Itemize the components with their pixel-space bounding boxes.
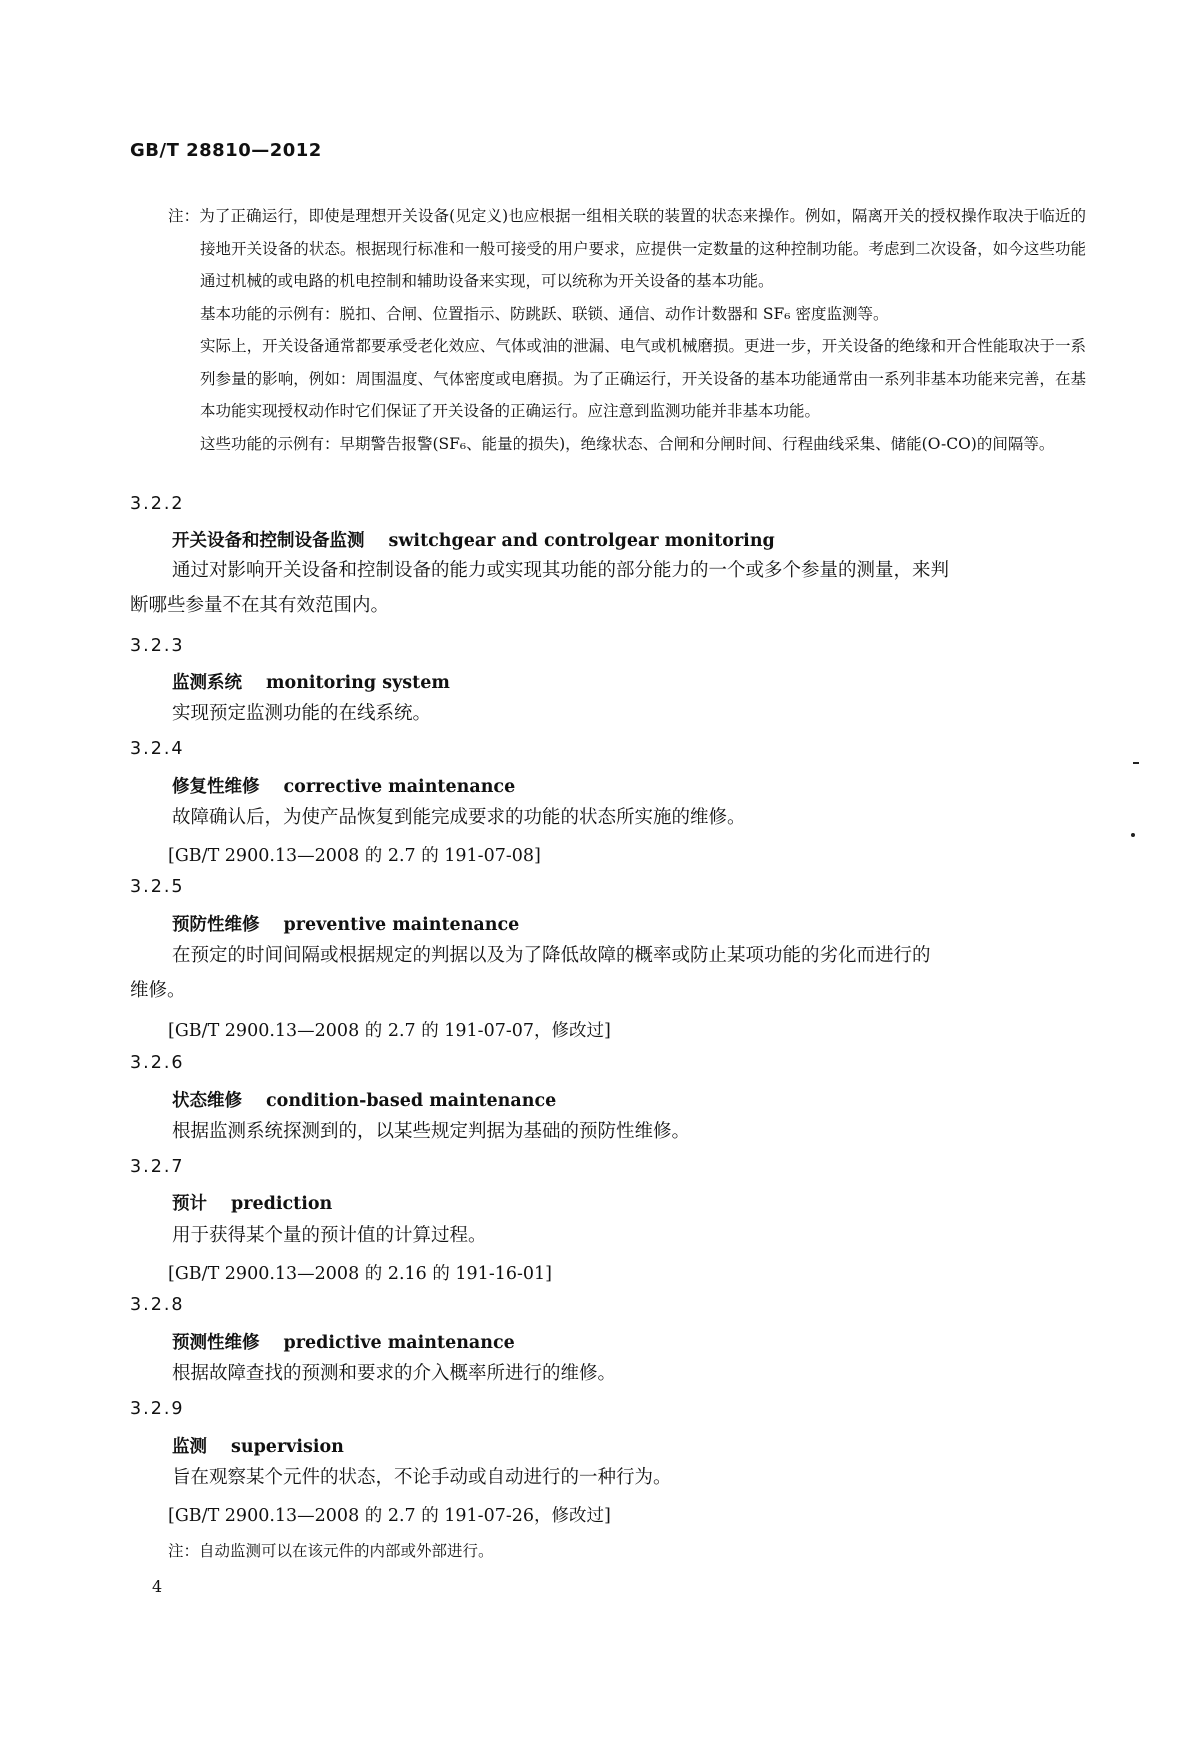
definition [130,938,1086,1008]
term-en: monitoring system [266,673,450,693]
term-cn: 预计 [172,1194,207,1214]
definition [130,553,1086,623]
term-en: predictive maintenance [283,1333,515,1353]
page-number: 4 [152,1577,163,1596]
note-paragraph-1: 注：为了正确运行，即使是理想开关设备(见定义)也应根据一组相关联的装置的状态来操作。例如，隔离开关的授权操作取决于临近的接地开关设备的状态。根据现行标准和一般可接受的用户要求，应提供一定数量的这种控制功能。考虑到二次设备，如今这些功能通过机械的或电路的机电控制和辅助设备来实现，可以统称为开关设备的基本功能。 [168,207,1086,290]
definition: 根据故障查找的预测和要求的介入概率所进行的维修。 [172,1363,617,1384]
term-en: supervision [231,1437,344,1457]
definition-line-1: 通过对影响开关设备和控制设备的能力或实现其功能的部分能力的一个或多个参量的测量，来判 [172,560,950,581]
definition-line-1: 在预定的时间间隔或根据规定的判据以及为了降低故障的概率或防止某项功能的劣化而进行的 [172,945,931,966]
clause-number: 3.2.2 [130,494,185,514]
clause-number: 3.2.8 [130,1295,185,1315]
source-reference: [GB/T 2900.13—2008 的 2.16 的 191-16-01] [168,1264,553,1284]
term-cn: 状态维修 [172,1091,242,1111]
clause-number: 3.2.6 [130,1053,185,1073]
term-cn: 开关设备和控制设备监测 [172,531,365,551]
term-heading [172,669,450,694]
term-en: corrective maintenance [283,777,516,797]
definition: 实现预定监测功能的在线系统。 [172,703,432,724]
term-en: prediction [231,1194,333,1214]
clause-number: 3.2.5 [130,877,185,897]
scan-speck [1133,762,1139,764]
term-heading [172,773,515,798]
clause-number: 3.2.9 [130,1399,185,1419]
footnote: 注：自动监测可以在该元件的内部或外部进行。 [168,1542,494,1560]
term-heading [172,911,519,936]
term-en: preventive maintenance [283,915,520,935]
term-cn: 修复性维修 [172,777,260,797]
definition-line-2: 断哪些参量不在其有效范围内。 [130,595,390,616]
term-cn: 预防性维修 [172,915,260,935]
standard-header: GB/T 28810—2012 [130,140,322,161]
term-cn: 监测 [172,1437,207,1457]
definition: 根据监测系统探测到的，以某些规定判据为基础的预防性维修。 [172,1121,691,1142]
term-en: switchgear and controlgear monitoring [388,531,775,551]
definition-line-2: 维修。 [130,980,186,1001]
scan-speck [1131,833,1135,837]
term-heading [172,1329,515,1354]
definition: 旨在观察某个元件的状态，不论手动或自动进行的一种行为。 [172,1467,672,1488]
definition: 故障确认后，为使产品恢复到能完成要求的功能的状态所实施的维修。 [172,807,746,828]
source-reference: [GB/T 2900.13—2008 的 2.7 的 191-07-07，修改过] [168,1021,611,1041]
term-cn: 预测性维修 [172,1333,260,1353]
term-heading [172,1087,556,1112]
term-heading [172,1433,344,1458]
term-en: condition-based maintenance [266,1091,557,1111]
term-heading [172,1190,332,1215]
term-heading [172,527,775,552]
clause-number: 3.2.4 [130,739,185,759]
note-block [168,200,1086,460]
note-paragraph-3: 实际上，开关设备通常都要承受老化效应、气体或油的泄漏、电气或机械磨损。更进一步，开关设备的绝缘和开合性能取决于一系列参量的影响，例如：周围温度、气体密度或电磨损。为了正确运行，开关设备的基本功能通常由一系列非基本功能来完善，在基本功能实现授权动作时它们保证了开关设备的正确运行。应注意到监测功能并非基本功能。 [200,337,1086,420]
source-reference: [GB/T 2900.13—2008 的 2.7 的 191-07-08] [168,846,541,866]
source-reference: [GB/T 2900.13—2008 的 2.7 的 191-07-26，修改过] [168,1506,611,1526]
definition: 用于获得某个量的预计值的计算过程。 [172,1225,487,1246]
clause-number: 3.2.3 [130,636,185,656]
note-paragraph-4: 这些功能的示例有：早期警告报警(SF₆、能量的损失)，绝缘状态、合闸和分闸时间、行程曲线采集、储能(O-CO)的间隔等。 [200,434,1055,453]
term-cn: 监测系统 [172,673,242,693]
clause-number: 3.2.7 [130,1157,185,1177]
note-paragraph-2: 基本功能的示例有：脱扣、合闸、位置指示、防跳跃、联锁、通信、动作计数器和 SF₆ 密度监测等。 [200,304,889,323]
